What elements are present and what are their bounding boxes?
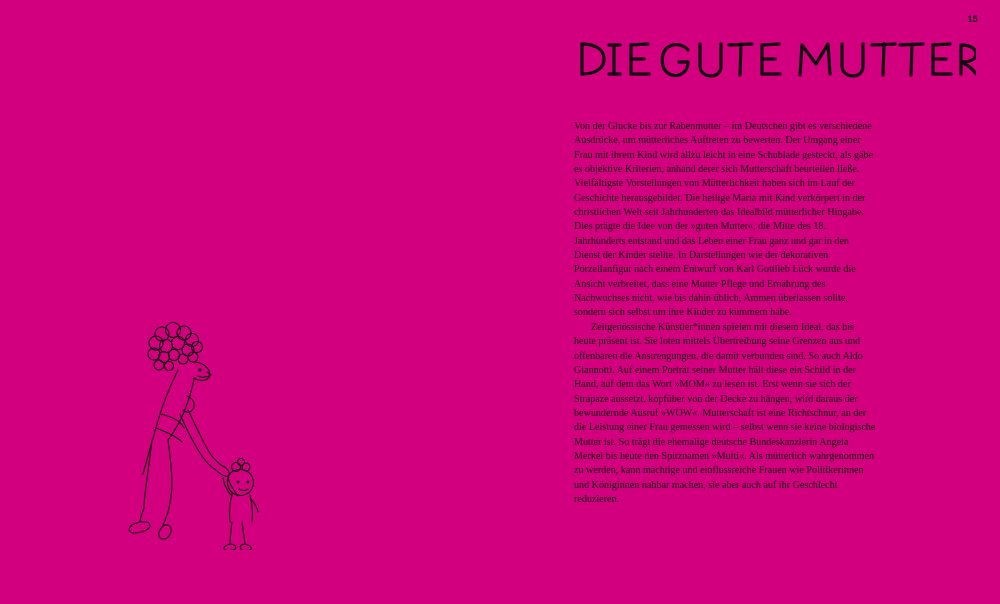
line-drawing-mother-and-child [60, 310, 280, 550]
body-text [574, 120, 876, 507]
page-right [500, 0, 1000, 604]
paragraph-1: Von der Glucke bis zur Rabenmutter – im Deutschen gibt es verschiedene Ausdrücke, um mütterliches Auftreten zu bewerten. Der Umgang einer Frau mit ihrem Kind wird allzu leicht in eine Schublade gesteckt, als gäbe es objektive Kriterien, anhand derer sich Mutterschaft beurteilen ließe. Vielfältigste Vorstellungen von Mütterlichkeit haben sich im Lauf der Geschichte herausgebildet. Die heilige Maria mit Kind verkörpert in der christlichen Welt seit Jahrhunderten das Idealbild mütterlicher Hingabe. Dies prägte die Idee von der »guten Mutter«, die Mitte des 18. Jahrhunderts entstand und das Leben einer Frau ganz und gar in den Dienst der Kinder stellte. In Darstellungen wie der dekorativen Porzellanfigur nach einem Entwurf von Karl Gottlieb Lück wurde die Ansicht verbreitet, dass eine Mutter Pflege und Ernährung des Nachwuchses nicht, wie bis dahin üblich, Ammen überlassen sollte, sondern sich selbst um ihre Kinder zu kümmern habe. [574, 121, 874, 319]
paragraph-2: Zeitgenössische Künstler*innen spielen mit diesem Ideal, das bis heute präsent ist. Sie loten mittels Übertreibung seine Grenzen aus und offenbaren die Anstrengungen, die damit verbunden sind. So auch Aldo Giannotti. Auf einem Porträt seiner Mutter hält diese ein Schild in der Hand, auf dem das Wort »MOM« zu lesen ist. Erst wenn sie sich der Strapaze aussetzt, kopfüber von der Decke zu hängen, wird daraus der bewundernde Ausruf »WOW«. Mutterschaft ist eine Richtschnur, an der die Leistung einer Frau gemessen wird – selbst wenn sie keine biologische Mutter ist. So trägt die ehemalige deutsche Bundeskanzlerin Angela Merkel bis heute den Spitznamen »Mutti«. Als mütterlich wahrgenommen zu werden, kann mächtige und einflussreiche Frauen wie Politikerinnen und Königinnen nahbar machen, sie aber auch auf ihr Geschlecht reduzieren. [574, 321, 876, 505]
page-number: 15 [967, 14, 978, 24]
chapter-title [576, 36, 976, 78]
